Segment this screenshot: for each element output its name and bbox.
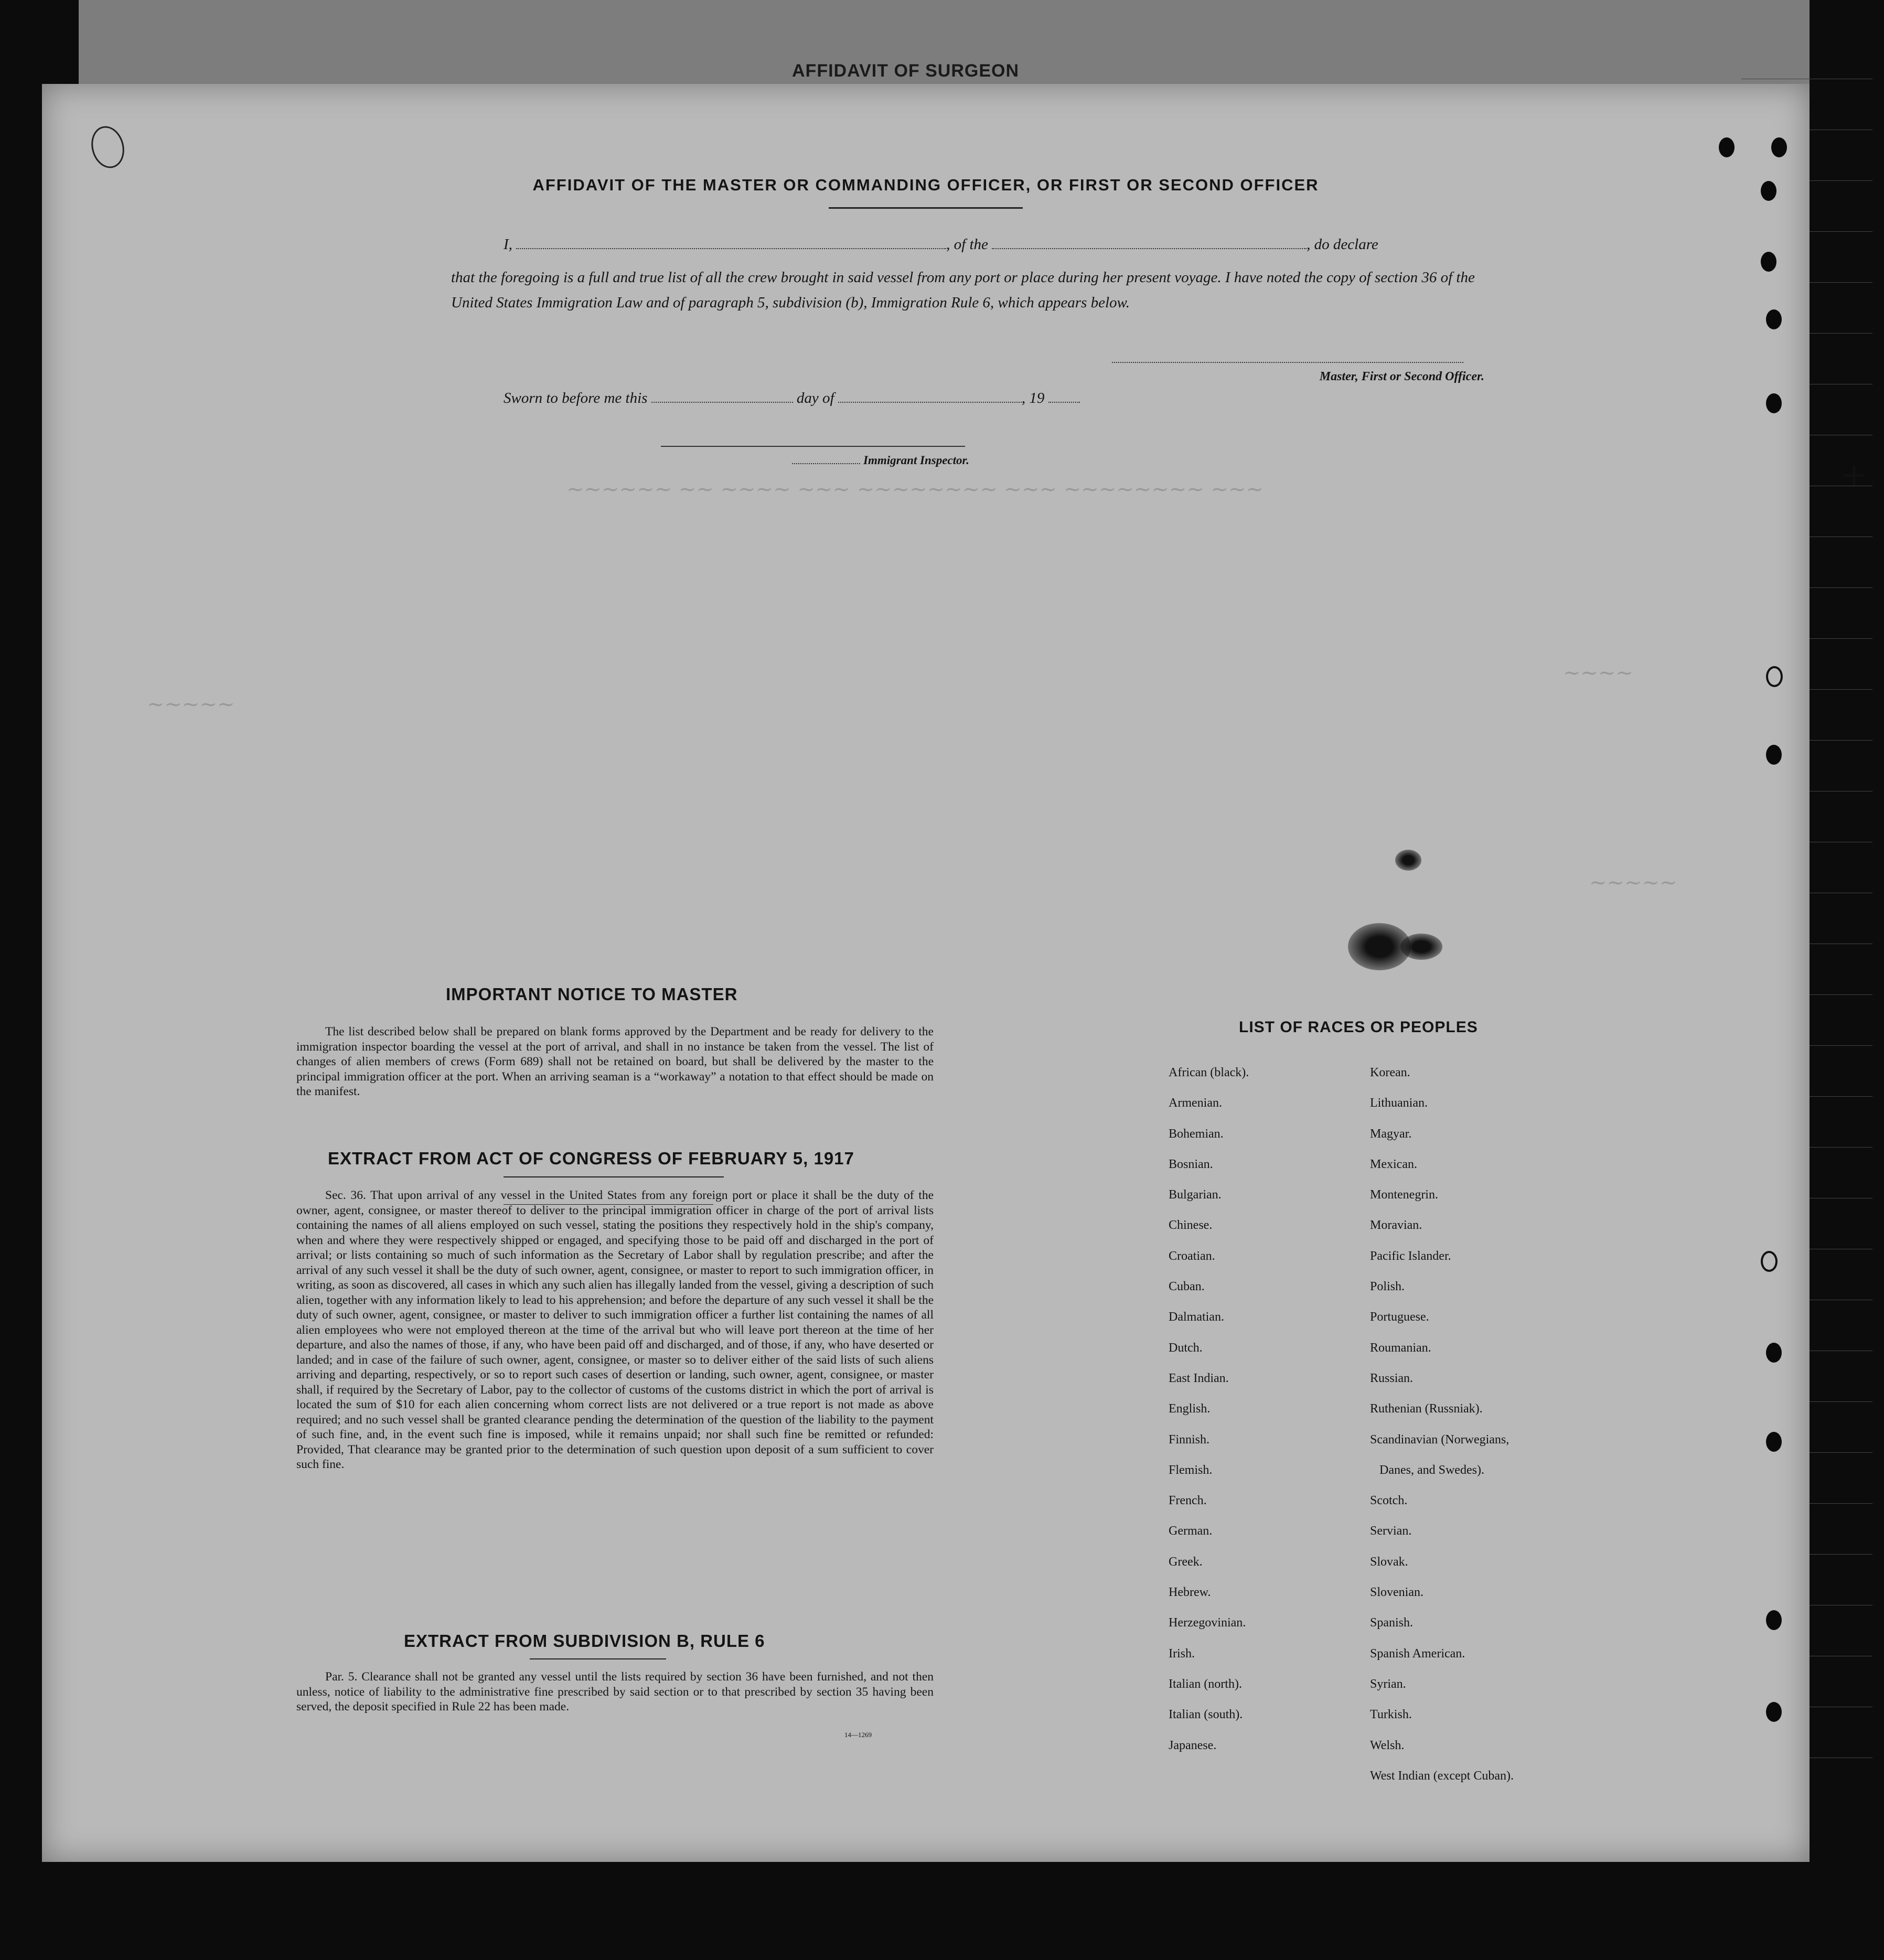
affidavit-title: AFFIDAVIT OF THE MASTER OR COMMANDING OFFICER, OR FIRST OR SECOND OFFICER (532, 176, 1319, 194)
races-column-1 (1169, 1057, 1249, 1761)
punch-hole (1766, 745, 1782, 765)
bleed-through-handwriting: ~~~~ (1563, 661, 1634, 685)
race-item: Cuban. (1169, 1280, 1205, 1294)
races-column-2 (1370, 1057, 1514, 1791)
race-item: Flemish. (1169, 1463, 1213, 1477)
punch-hole (1766, 309, 1782, 329)
signature-line[interactable] (1112, 362, 1463, 363)
punch-hole (1761, 252, 1776, 272)
bleed-through-handwriting: ~~~~~~ ~~ ~~~~ ~~~ ~~~~~~~~ ~~~ ~~~~~~~~ ~~~ (566, 477, 1264, 501)
race-item: Pacific Islander. (1370, 1249, 1451, 1263)
race-item: Ruthenian (Russniak). (1370, 1402, 1483, 1416)
race-item: Hebrew. (1169, 1586, 1211, 1600)
notice-body: The list described below shall be prepared on blank forms approved by the Department and be ready for delivery to the immigration inspector boarding the vessel at the port of arrival, and shall in no instance be taken from the vessel. The list of changes of alien members of crews (Form 689) shall not be retained on board, but shall be delivered by the master to the principal immigration officer at the port. When an arriving seaman is a “workaway” a notation to that effect should be made on the manifest. (296, 1025, 934, 1098)
race-item: Turkish. (1370, 1708, 1412, 1722)
header-strip: AFFIDAVIT OF SURGEON (792, 61, 1020, 81)
race-item: Japanese. (1169, 1738, 1217, 1752)
race-item: English. (1169, 1402, 1211, 1416)
ink-smudge (1400, 934, 1442, 960)
divider (504, 1176, 724, 1177)
race-item: Chinese. (1169, 1218, 1213, 1233)
race-item: Italian (north). (1169, 1677, 1242, 1691)
plus-mark-icon: + (1841, 456, 1868, 493)
inspector-label-text: Immigrant Inspector. (863, 454, 969, 467)
inspector-label (792, 454, 969, 467)
race-item: Spanish American. (1370, 1646, 1465, 1661)
race-item: Slovak. (1370, 1555, 1408, 1569)
race-item: Magyar. (1370, 1127, 1412, 1141)
race-item: Russian. (1370, 1371, 1414, 1385)
bleed-through-handwriting: ~~~~~ (1589, 871, 1677, 895)
signature-label: Master, First or Second Officer. (1319, 370, 1484, 383)
race-item: Polish. (1370, 1280, 1405, 1294)
sworn-day-of: day of (796, 390, 834, 406)
race-item: Dutch. (1169, 1341, 1203, 1355)
race-item: Roumanian. (1370, 1341, 1431, 1355)
punch-hole (1766, 666, 1783, 687)
declaration-line (504, 236, 1484, 253)
race-item: Armenian. (1169, 1096, 1222, 1110)
rule-6-body: Par. 5. Clearance shall not be granted any vessel until the lists required by section 36 have been furnished, and not then unless, notice of liability to the administrative fine prescribed by said section or to that prescribed by section 35 having been served, the deposit specified in Rule 22 has been made. (296, 1670, 934, 1713)
declaration-i: I, (504, 236, 512, 253)
race-item: Portuguese. (1370, 1310, 1429, 1324)
race-item: Korean. (1370, 1066, 1410, 1079)
race-item: Welsh. (1370, 1738, 1405, 1752)
race-item: Montenegrin. (1370, 1188, 1438, 1202)
race-item: Bulgarian. (1169, 1188, 1222, 1202)
year-blank[interactable] (1048, 391, 1080, 403)
sworn-line (504, 390, 1080, 407)
race-item: Scotch. (1370, 1494, 1408, 1508)
vessel-blank[interactable] (992, 237, 1307, 249)
race-item: French. (1169, 1494, 1207, 1508)
declaration-do-declare: , do declare (1307, 236, 1378, 253)
race-item: East Indian. (1169, 1371, 1229, 1385)
day-blank[interactable] (651, 391, 793, 403)
race-item: Greek. (1169, 1555, 1203, 1569)
divider (530, 1658, 666, 1659)
sworn-year: , 19 (1021, 390, 1045, 406)
name-blank[interactable] (516, 237, 946, 249)
punch-hole (1771, 137, 1787, 157)
inspector-dots (792, 456, 860, 464)
month-blank[interactable] (838, 391, 1022, 403)
affidavit-body: that the foregoing is a full and true list of all the crew brought in said vessel from any port or place during her present voyage. I have noted the copy of section 36 of the United States Immigration Law and of paragraph 5, subdivision (b), Immigration Rule 6, which appears below. (451, 269, 1475, 311)
race-item: Herzegovinian. (1169, 1616, 1246, 1630)
title-rule (829, 207, 1023, 209)
race-item: Croatian. (1169, 1249, 1215, 1263)
inspector-signature-line[interactable] (661, 446, 965, 447)
race-item: Scandinavian (Norwegians, Danes, and Swedes). (1370, 1432, 1510, 1477)
race-item: Dalmatian. (1169, 1310, 1224, 1324)
race-item: Moravian. (1370, 1218, 1422, 1233)
race-item: Spanish. (1370, 1616, 1414, 1630)
race-item: West Indian (except Cuban). (1370, 1769, 1514, 1783)
sworn-text: Sworn to before me this (504, 390, 648, 406)
punch-hole (1761, 181, 1776, 201)
act-title: EXTRACT FROM ACT OF CONGRESS OF FEBRUARY 5, 1917 (328, 1149, 854, 1168)
punch-hole (1766, 1610, 1782, 1630)
race-item: Bosnian. (1169, 1157, 1213, 1171)
races-title: LIST OF RACES OR PEOPLES (1239, 1019, 1478, 1036)
punch-hole (1719, 137, 1735, 157)
punch-hole (1766, 1702, 1782, 1722)
race-item: Irish. (1169, 1646, 1195, 1661)
section-36-body: Sec. 36. That upon arrival of any vessel in the United States from any foreign port or place it shall be the duty of the owner, agent, consignee, or master thereof to deliver to the principal immigration officer in charge of the port of arrival lists containing the names of all aliens employed on such vessel, stating the positions they respectively hold in the ship's company, when and where they were respectively shipped or engaged, and specifying those to be paid off and discharged in the port of arrival; or lists containing so much of such information as the Secretary of Labor shall by regulation prescribe; and after the arrival of any such vessel it shall be the duty of such owner, agent, consignee, or master to report to such immigration officer, in writing, as soon as discovered, all cases in which any such alien has illegally landed from the vessel, giving a description of such alien, together with any information likely to lead to his apprehension; and before the departure of any such vessel it shall be the duty of such owner, agent, consignee, or master to deliver to such immigration officer a further list containing the names of all alien employees who were not employed thereon at the time of the arrival but who will leave port thereon at the time of her departure, and also the names of those, if any, who have been paid off and discharged, and of those, if any, who have deserted or landed; and in case of the failure of such owner, agent, consignee, or master so to deliver either of the said lists of such aliens arriving and departing, respectively, or so to report such cases of desertion or landing, such owner, agent, consignee, or master shall, if required by the Secretary of Labor, pay to the collector of customs of the customs district in which the port of arrival is located the sum of $10 for each alien concerning whom correct lists are not delivered or a true report is not made as above required; and no such vessel shall be granted clearance pending the determination of the question of the liability to the payment of such fine, and, in the event such fine is imposed, while it remains unpaid; nor shall such fine be remitted or refunded: Provided, That clearance may be granted prior to the determination of such question upon deposit of a sum sufficient to cover such fine. (296, 1188, 934, 1471)
punch-hole (1766, 393, 1782, 413)
race-item: Finnish. (1169, 1432, 1210, 1447)
race-item: Bohemian. (1169, 1127, 1224, 1141)
race-item: German. (1169, 1524, 1213, 1538)
race-item: Italian (south). (1169, 1708, 1243, 1722)
bleed-through-handwriting: ~~~~~ (147, 692, 235, 716)
race-item: Servian. (1370, 1524, 1412, 1538)
race-item: Lithuanian. (1370, 1096, 1428, 1110)
handwritten-circle-mark (87, 122, 129, 172)
rule-title: EXTRACT FROM SUBDIVISION B, RULE 6 (404, 1631, 765, 1651)
punch-hole (1761, 1251, 1778, 1272)
punch-hole (1766, 1343, 1782, 1363)
form-page (42, 84, 1810, 1862)
notice-title: IMPORTANT NOTICE TO MASTER (446, 984, 738, 1004)
punch-hole (1766, 1432, 1782, 1452)
form-number: 14—1269 (844, 1731, 872, 1739)
race-item: Slovenian. (1370, 1586, 1423, 1600)
race-item: African (black). (1169, 1066, 1249, 1079)
declaration-of-the: , of the (946, 236, 988, 253)
ink-smudge (1395, 850, 1421, 871)
race-item: Mexican. (1370, 1157, 1417, 1171)
race-item: Syrian. (1370, 1677, 1406, 1691)
